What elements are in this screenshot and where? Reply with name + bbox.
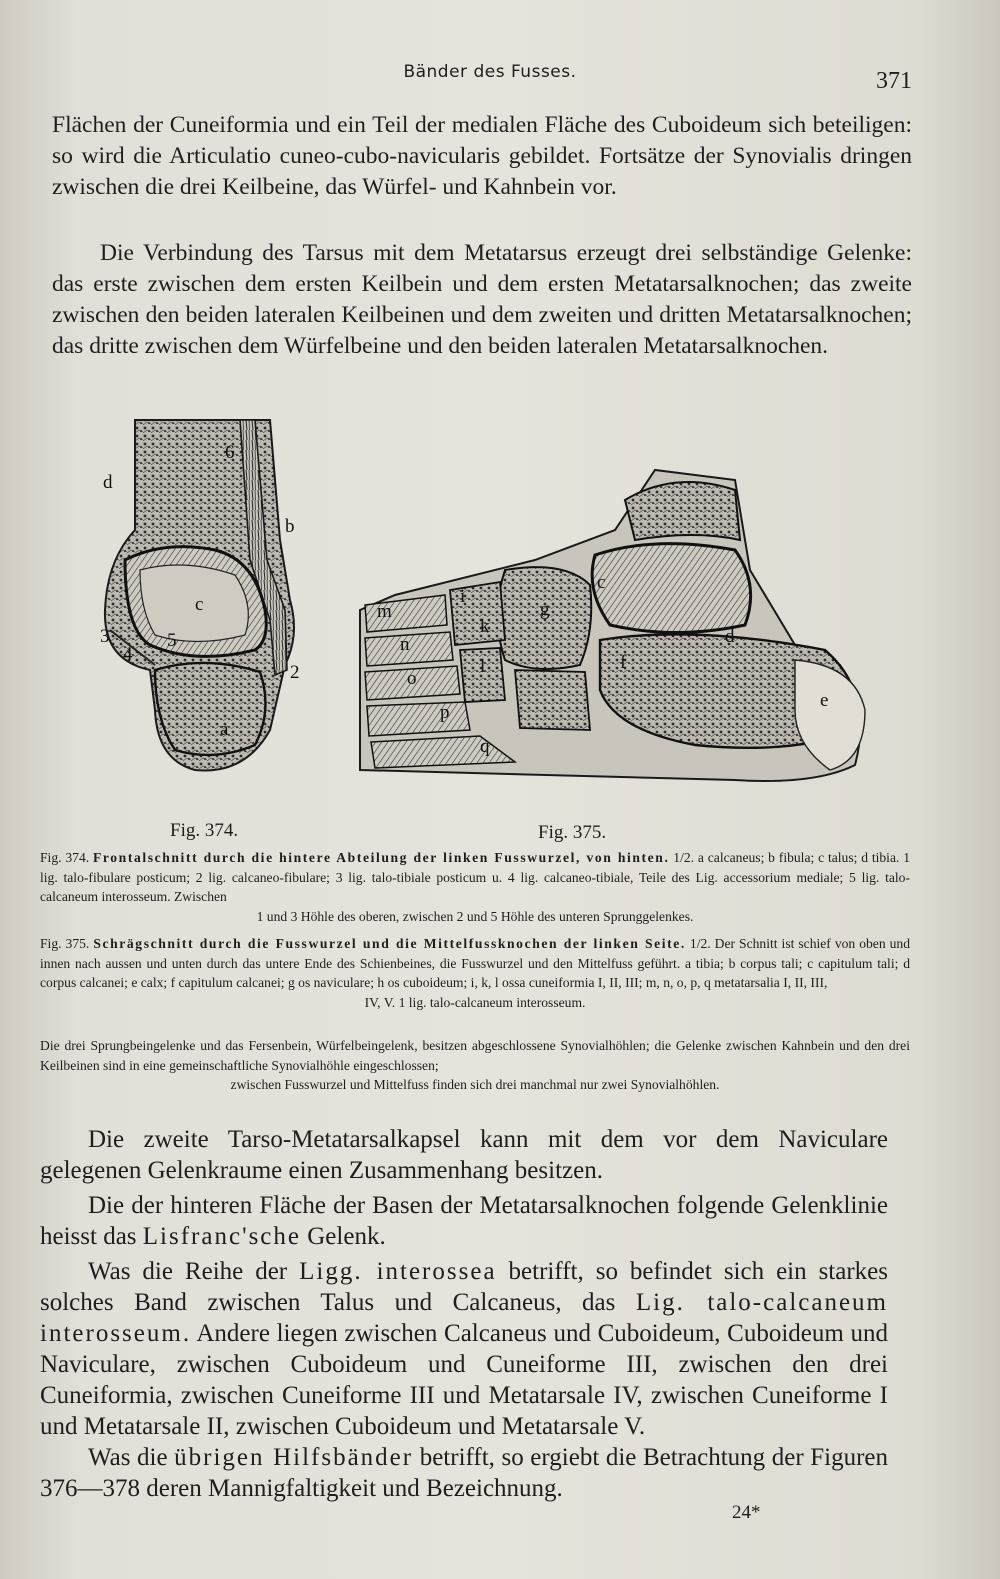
fig375-drawing [360, 470, 865, 781]
intro-paragraph-2: Die Verbindung des Tarsus mit dem Metatarsus erzeugt drei selbständige Gelenke: das erste zwischen dem ersten Keilbein und dem ersten Metatarsalknochen; das zweite zwischen den beiden lateralen Keilbeinen und dem zweiten und dritten Metatarsalknochen; das dritte zwischen dem Würfelbeine und den beiden lateralen Metatarsalknochen. [52, 240, 912, 359]
fig374-letter: d [103, 472, 113, 493]
fig375-letter: i [460, 586, 466, 607]
fig374-letter: c [195, 594, 204, 615]
fig374-label: Fig. 374. [170, 820, 239, 841]
text-run: betrifft, so ergiebt die Betrachtung der Figuren 376—378 deren Mannigfaltigkeit und Bezeichnung. [40, 1444, 889, 1502]
fig374-letter: 2 [290, 662, 300, 683]
signature-mark: 24* [732, 1502, 761, 1523]
fig375-label: Fig. 375. [538, 822, 607, 843]
caption-scale: 1/2. [673, 850, 695, 865]
fig374-letter: 6 [225, 442, 235, 463]
figures-illustration [95, 410, 885, 810]
caption-body: a calcaneus; b fibula; c talus; d tibia. 1 lig. talo-fibulare posticum; 2 lig. calcaneo-fibulare; 3 lig. talo-tibiale posticum u. 4 lig. calcaneo-tibiale, Teile des Lig. accessorium mediale; 5 lig. talo-calcaneum interosseum. Zwischen [40, 850, 910, 904]
anatomical-figures [95, 410, 885, 810]
fig374-letter: b [285, 516, 295, 537]
note-body: Die drei Sprungbeingelenke und das Fersenbein, Würfelbeingelenk, besitzen abgeschlossene Synovialhöhlen; die Gelenke zwischen Kahnbein und den drei Keilbeinen sind in eine gemeinschaftliche Synovialhöhle eingeschlossen; [40, 1038, 910, 1073]
caption-fig-number: Fig. 375. [40, 936, 90, 951]
fig375-letter: o [407, 668, 417, 689]
page-number: 371 [876, 68, 912, 94]
body-paragraph-3 [40, 1256, 888, 1442]
fig375-letter: p [440, 702, 450, 723]
fig375-letter: n [400, 634, 410, 655]
emphasized-term: Lig. talo-calcaneum interosseum. [40, 1289, 889, 1347]
text-run: betrifft, so befindet sich ein starkes solches Band zwischen Talus und Calcaneus, das [40, 1258, 889, 1316]
fig375-letter: f [620, 652, 627, 673]
emphasized-term: Ligg. interossea [299, 1258, 497, 1285]
fig375-letter: k [480, 616, 490, 637]
text-run: Was die [88, 1444, 168, 1471]
fig375-caption [40, 934, 910, 1012]
fig374-letter: a [220, 719, 229, 740]
fig374-caption [40, 848, 910, 926]
caption-body: Der Schnitt ist schief von oben und innen nach aussen und unten durch das untere Ende des Schienbeines, die Fusswurzel und den Mittelfuss geführt. a tibia; b corpus tali; c capitulum tali; d corpus calcanei; e calx; f capitulum calcanei; g os naviculare; h os cuboideum; i, k, l ossa cuneiformia I, II, III; m, n, o, p, q metatarsalia I, II, III, [40, 936, 910, 990]
caption-heading: Schrägschnitt durch die Fusswurzel und die Mittelfussknochen der linken Seite. [93, 936, 686, 951]
caption-heading: Frontalschnitt durch die hintere Abteilung der linken Fusswurzel, von hinten. [92, 850, 670, 865]
text-run: Andere liegen zwischen Calcaneus und Cuboideum, Cuboideum und Naviculare, zwischen Cuboideum und Cuneiforme III, zwischen den drei Cuneiformia, zwischen Cuneiforme III und Metatarsale IV, zwischen Cuneiforme I und Metatarsale II, zwischen Cuboideum und Metatarsale V. [40, 1320, 889, 1440]
text-run: Die der hinteren Fläche der Basen der Metatarsalknochen folgende Gelenklinie heisst das [40, 1192, 888, 1250]
running-header: Bänder des Fusses. [403, 62, 577, 82]
fig375-letter: m [377, 601, 392, 622]
fig374-letter: 4 [123, 644, 133, 665]
text-run: Was die Reihe der [88, 1258, 288, 1285]
emphasized-term: übrigen Hilfsbänder [174, 1444, 414, 1471]
caption-fig-number: Fig. 374. [40, 850, 90, 865]
fig375-letter: e [820, 690, 829, 711]
note-last-line: zwischen Fusswurzel und Mittelfuss finden sich drei manchmal nur zwei Synovialhöhlen. [230, 1077, 720, 1092]
fig374-letter: 5 [167, 630, 177, 651]
text-run: Gelenk. [307, 1223, 386, 1250]
caption-last-line: 1 und 3 Höhle des oberen, zwischen 2 und 5 Höhle des unteren Sprunggelenkes. [256, 908, 694, 924]
body-paragraph-4 [40, 1442, 888, 1504]
synovial-note [40, 1036, 910, 1095]
caption-last-line: IV, V. 1 lig. talo-calcaneum interosseum. [364, 994, 586, 1010]
body-paragraph-1: Die zweite Tarso-Metatarsalkapsel kann mit dem vor dem Naviculare gelegenen Gelenkraume einen Zusammenhang besitzen. [40, 1126, 888, 1184]
fig374-letter: 3 [100, 626, 110, 647]
body-paragraph-2 [40, 1190, 888, 1252]
fig375-letter: q [480, 736, 490, 757]
fig375-letter: d [725, 626, 735, 647]
emphasized-term: Lisfranc'sche [142, 1223, 301, 1250]
caption-scale: 1/2. [689, 936, 711, 951]
fig375-letter: g [540, 599, 550, 620]
fig375-letter: l [480, 656, 486, 677]
intro-paragraph-1: Flächen der Cuneiformia und ein Teil der medialen Fläche des Cuboideum sich beteiligen: so wird die Articulatio cuneo-cubo-navicularis gebildet. Fortsätze der Synovialis dringen zwischen die drei Keilbeine, das Würfel- und Kahnbein vor. [52, 112, 912, 200]
fig375-letter: c [597, 572, 606, 593]
